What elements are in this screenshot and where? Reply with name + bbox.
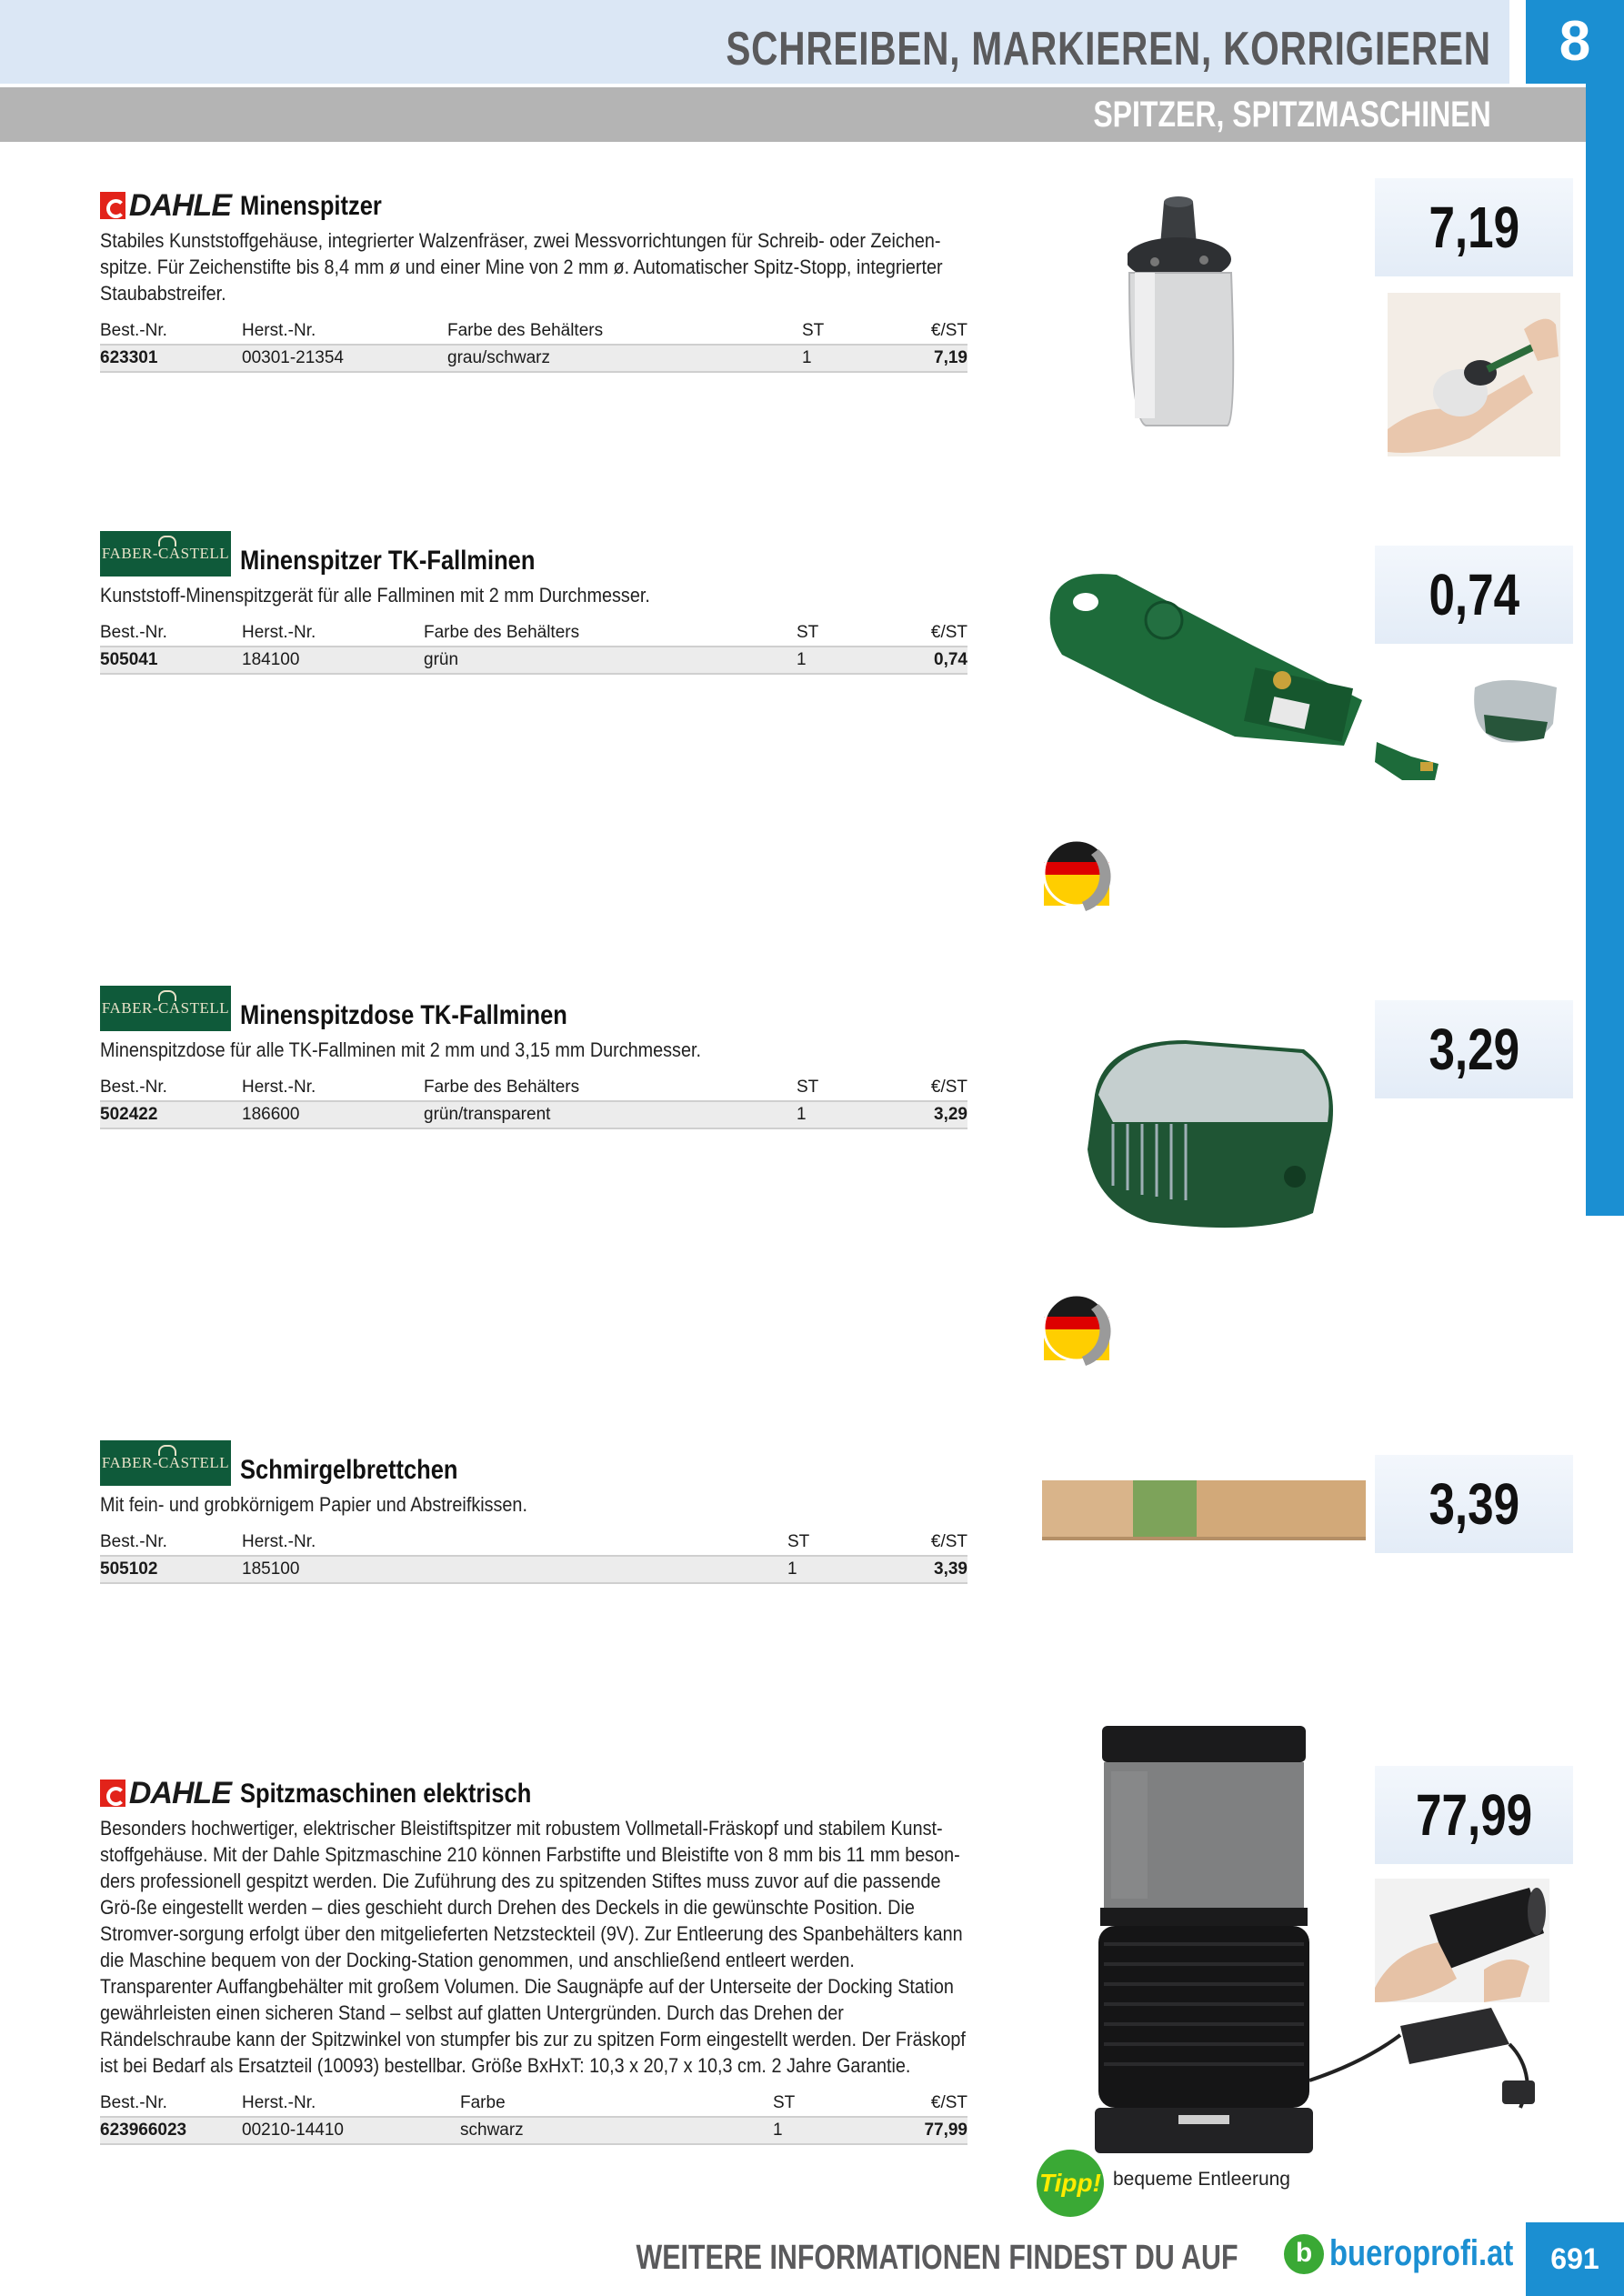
chapter-side-stripe (1586, 84, 1624, 1216)
product-spec-table: Best.-Nr. Herst.-Nr. ST €/ST 505102 185100 1 3,39 (100, 1529, 967, 1584)
spitzmaschine-image (1095, 1726, 1313, 2153)
product-spec-table: Best.-Nr. Herst.-Nr. Farbe des Behälters ST €/ST 623301 00301-21354 grau/schwarz 1 7,19 (100, 317, 967, 373)
product-description: Minenspitzdose für alle TK-Fallminen mit 2 mm und 3,15 mm Durchmesser. (100, 1038, 701, 1061)
minenspitzdose-tk-image (1077, 1022, 1340, 1240)
footer-info-text: WEITERE INFORMATIONEN FINDEST DU AUF (636, 2239, 1238, 2277)
minenspitzer-tk-image (1044, 564, 1371, 800)
table-row: 505041 184100 grün 1 0,74 (100, 647, 967, 674)
product-spec-table: Best.-Nr. Herst.-Nr. Farbe ST €/ST 623966023 00210-14410 schwarz 1 77,99 (100, 2090, 967, 2145)
faber-castell-logo: FABER-CASTELL (100, 986, 231, 1031)
table-row: 502422 186600 grün/transparent 1 3,29 (100, 1101, 967, 1128)
minenspitzer-usage-image (1388, 293, 1560, 456)
price-tag: 3,29 (1375, 1000, 1573, 1098)
product-schmirgelbrettchen (100, 1444, 967, 1584)
netzteil-image (1309, 2008, 1546, 2117)
price-tag: 7,19 (1375, 178, 1573, 276)
table-row: 623966023 00210-14410 schwarz 1 77,99 (100, 2117, 967, 2144)
product-description: Stabiles Kunststoffgehäuse, integrierter Walzenfräser, zwei Messvorrichtungen für Schreib- oder Zeichen-spitze. Für Zeichenstifte bis 8,4 mm ø und einer Mine von 2 mm ø. Automatischer Spitz-Stopp, integrierter Staubabstreifer. (100, 229, 943, 305)
product-title: Minenspitzer (240, 191, 382, 221)
bueroprofi-link[interactable] (1284, 2233, 1554, 2274)
tipp-text: bequeme Entleerung (1113, 2169, 1290, 2190)
price-tag: 0,74 (1375, 546, 1573, 644)
page-number: 691 (1526, 2222, 1624, 2296)
spitzmaschine-emptying-image (1375, 1879, 1549, 2002)
minenspitzer-image (1128, 182, 1273, 436)
product-minenspitzer (100, 180, 967, 373)
dahle-logo: DAHLE (100, 1777, 231, 1810)
tipp-badge: Tipp! (1037, 2150, 1104, 2217)
price-tag: 77,99 (1375, 1766, 1573, 1864)
minenspitzer-tk-small-image (1375, 669, 1566, 797)
product-description: Besonders hochwertiger, elektrischer Bleistiftspitzer mit robustem Vollmetall-Fräskopf und stabilem Kunst-stoffgehäuse. Mit der Dahle Spitzmaschine 210 können Farbstifte und Bleistifte von 8 mm bis 11 mm beson-ders professionell gespitzt werden. Die Zuführung des zu spitzenden Stiftes muss zuvor auf die passende Grö-ße eingestellt werden – dies geschieht durch Drehen des Deckels in die gewünschte Position. Die Stromver-sorgung erfolgt über den mitgelieferten Netzsteckteil (9V). Zur Entleerung des Spanbehälters kann die Maschine bequem von der Docking-Station genommen, und anschließend entleert werden. Transparenter Auffangbehälter mit großem Volumen. Die Saugnäpfe auf der Unterseite der Docking Station gewährleisten einen sicheren Stand – selbst auf glatten Untergründen. Durch das Drehen der Rändelschraube kann der Spitzwinkel von stumpfer bis zur zu spitzen Form eingestellt werden. Der Fräskopf ist bei Bedarf als Ersatzteil (10093) bestellbar. Größe BxHxT: 10,3 x 20,7 x 10,3 cm. 2 Jahre Garantie. (100, 1817, 966, 2077)
chapter-number: 8 (1526, 0, 1624, 84)
made-in-germany-badge (1038, 835, 1120, 917)
footer-site: bueroprofi.at (1329, 2233, 1514, 2273)
product-spitzmaschine-elektrisch (100, 1768, 967, 2145)
bueroprofi-logo-icon: b (1284, 2234, 1324, 2274)
product-spec-table: Best.-Nr. Herst.-Nr. Farbe des Behälters ST €/ST 505041 184100 grün 1 0,74 (100, 619, 967, 675)
section-title: SCHREIBEN, MARKIEREN, KORRIGIEREN (726, 23, 1491, 75)
product-minenspitzer-tk (100, 535, 967, 675)
table-row: 623301 00301-21354 grau/schwarz 1 7,19 (100, 345, 967, 372)
section-subtitle: SPITZER, SPITZMASCHINEN (1093, 95, 1491, 135)
schmirgelbrettchen-image (1042, 1477, 1366, 1544)
product-title: Minenspitzer TK-Fallminen (240, 546, 536, 576)
dahle-logo: DAHLE (100, 189, 231, 222)
product-description: Mit fein- und grobkörnigem Papier und Abstreifkissen. (100, 1493, 527, 1516)
product-title: Minenspitzdose TK-Fallminen (240, 1000, 567, 1030)
faber-castell-logo: FABER-CASTELL (100, 531, 231, 577)
faber-castell-logo: FABER-CASTELL (100, 1440, 231, 1486)
price-tag: 3,39 (1375, 1455, 1573, 1553)
made-in-germany-badge (1038, 1289, 1120, 1371)
product-spec-table: Best.-Nr. Herst.-Nr. Farbe des Behälters ST €/ST 502422 186600 grün/transparent 1 3,29 (100, 1074, 967, 1129)
product-title: Schmirgelbrettchen (240, 1455, 458, 1485)
product-minenspitzdose-tk (100, 989, 967, 1129)
table-row: 505102 185100 1 3,39 (100, 1556, 967, 1583)
product-title: Spitzmaschinen elektrisch (240, 1779, 532, 1809)
product-description: Kunststoff-Minenspitzgerät für alle Fallminen mit 2 mm Durchmesser. (100, 584, 650, 607)
